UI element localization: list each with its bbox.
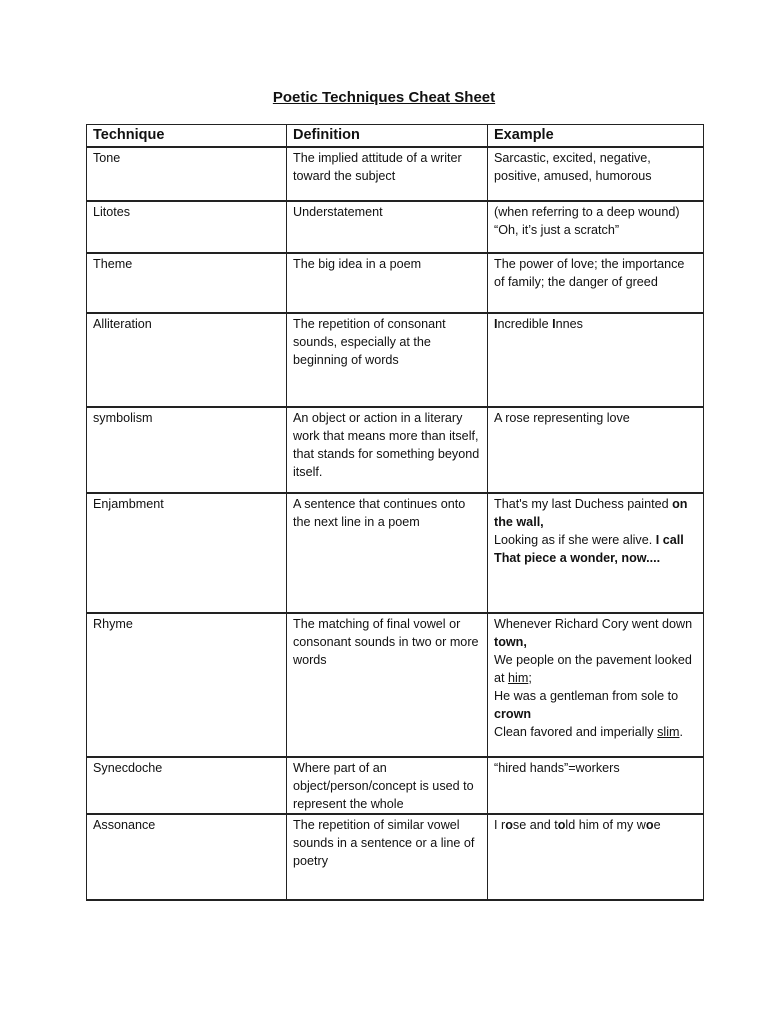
example-text: I r (494, 818, 506, 832)
example-text: Whenever Richard Cory went down (494, 617, 693, 631)
example-cell (488, 814, 704, 900)
example-bold-letter: o (557, 818, 566, 832)
example-cell (488, 613, 704, 757)
example-cell (488, 313, 704, 407)
technique-cell: Tone (87, 147, 287, 201)
table-row (87, 407, 704, 493)
definition-cell: Where part of an object/person/concept is used to represent the whole (287, 757, 488, 814)
technique-cell: symbolism (87, 407, 287, 493)
example-text: Looking as if she were alive. (494, 533, 656, 547)
table-row (87, 757, 704, 814)
table-row (87, 147, 704, 201)
table-row (87, 493, 704, 613)
technique-cell: Rhyme (87, 613, 287, 757)
example-bold-text: on the wall, (494, 497, 688, 529)
example-bold-letter: o (505, 818, 513, 832)
definition-cell: Understatement (287, 201, 488, 253)
definition-cell: A sentence that continues onto the next line in a poem (287, 493, 488, 613)
table-row (87, 814, 704, 900)
definition-cell: The repetition of consonant sounds, especially at the beginning of words (287, 313, 488, 407)
page-title: Poetic Techniques Cheat Sheet (272, 89, 496, 106)
technique-cell: Synecdoche (87, 757, 287, 814)
example-text: ; (528, 671, 532, 685)
example-cell: A rose representing love (488, 407, 704, 493)
example-bold-text: town, (494, 635, 527, 649)
example-text: ld him of my w (565, 818, 646, 832)
example-text: Clean favored and imperially (494, 725, 658, 739)
example-text: We people on the pavement looked at (494, 653, 692, 685)
definition-cell: An object or action in a literary work that means more than itself, that stands for something beyond itself. (287, 407, 488, 493)
example-bold-letter: I (552, 317, 556, 331)
example-text: . (679, 725, 683, 739)
example-bold-letter: o (645, 818, 654, 832)
table-header-row (87, 125, 704, 148)
example-text: e (653, 818, 661, 832)
example-underlined-text: slim (657, 725, 680, 739)
technique-cell: Assonance (87, 814, 287, 900)
header-technique: Technique (87, 125, 287, 148)
header-definition: Definition (287, 125, 488, 148)
table-row (87, 313, 704, 407)
definition-cell: The matching of final vowel or consonant sounds in two or more words (287, 613, 488, 757)
example-text: That's my last Duchess painted (494, 497, 673, 511)
example-bold-text: crown (494, 707, 532, 721)
header-example: Example (488, 125, 704, 148)
example-bold-letter: I (494, 317, 498, 331)
example-cell: (when referring to a deep wound) “Oh, it’s just a scratch” (488, 201, 704, 253)
definition-cell: The implied attitude of a writer toward the subject (287, 147, 488, 201)
example-bold-text: That piece a wonder, now.... (494, 551, 661, 565)
example-cell (488, 493, 704, 613)
example-text: se and t (512, 818, 558, 832)
example-cell: The power of love; the importance of family; the danger of greed (488, 253, 704, 313)
example-text: ncredible (497, 317, 553, 331)
example-text: He was a gentleman from sole to (494, 689, 679, 703)
techniques-table (86, 124, 704, 901)
table-row (87, 253, 704, 313)
example-bold-text: I call (655, 533, 684, 547)
example-underlined-text: him (508, 671, 529, 685)
example-cell: “hired hands”=workers (488, 757, 704, 814)
technique-cell: Enjambment (87, 493, 287, 613)
technique-cell: Alliteration (87, 313, 287, 407)
definition-cell: The repetition of similar vowel sounds in a sentence or a line of poetry (287, 814, 488, 900)
technique-cell: Litotes (87, 201, 287, 253)
table-row (87, 613, 704, 757)
example-text: nnes (555, 317, 583, 331)
definition-cell: The big idea in a poem (287, 253, 488, 313)
technique-cell: Theme (87, 253, 287, 313)
table-row (87, 201, 704, 253)
example-cell: Sarcastic, excited, negative, positive, amused, humorous (488, 147, 704, 201)
